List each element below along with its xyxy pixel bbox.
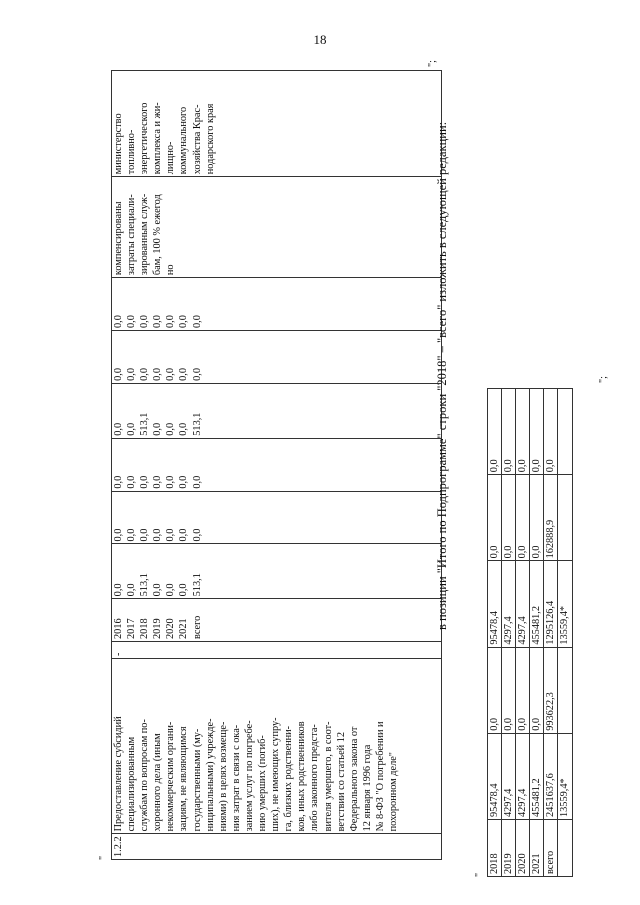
executor-line: топливно- [126,129,138,175]
result-line: компенсированы [113,201,124,276]
totals-row [544,389,558,877]
result-line: зированным служ- [139,193,151,276]
funding-cell: 0,0 [113,528,124,542]
funding-cell: 0,0 [178,583,190,597]
funding-cell: 513,1 [139,412,151,436]
quote-close-mark: "; [427,60,438,67]
funding-cell: 0,0 [126,583,138,597]
subprogram-row-table [111,70,442,860]
funding-cell: 0,0 [178,315,190,328]
totals-year-cell: 2019 [502,819,516,876]
funding-cell: 0,0 [126,528,138,542]
totals-value-cell: 0,0 [502,647,516,733]
executor-line: лищно- [165,141,177,175]
funding-cell: 0,0 [152,528,164,542]
totals-value-cell [558,475,572,561]
table-row [112,71,442,860]
funding-cell: 0,0 [165,583,177,597]
funding-cell: 0,0 [126,475,138,489]
result-cell [112,177,442,278]
funding-cell: 513,1 [191,573,203,597]
totals-year-cell [558,819,572,876]
funding-column-4 [112,383,442,438]
funding-cell: 0,0 [126,422,138,436]
totals-value-cell: 1295126,4 [544,561,558,647]
funding-cell: 513,1 [191,412,203,436]
years-column [112,599,442,642]
measure-name-line: службам по вопросам по- [139,719,151,832]
totals-value-cell [558,647,572,733]
executor-line: коммунального [178,106,190,175]
totals-row [530,389,544,877]
year-cell: 2017 [126,618,138,639]
measure-name-line: занием услуг по погребе- [243,720,255,832]
totals-value-cell: 13559,4* [558,561,572,647]
totals-value-cell: 0,0 [488,389,502,475]
funding-cell: 0,0 [139,368,151,381]
funding-cell: 0,0 [139,528,151,542]
funding-cell: 0,0 [178,422,190,436]
totals-value-cell: 95478,4 [488,561,502,647]
funding-cell: 0,0 [113,583,124,597]
row-number: 1.2.2 [112,834,442,860]
funding-cell: 0,0 [178,368,190,381]
funding-cell: 0,0 [178,528,190,542]
funding-cell: 0,0 [113,422,124,436]
totals-value-cell: 4297,4 [516,733,530,819]
totals-value-cell: 455481,2 [530,733,544,819]
funding-cell: 0,0 [113,315,124,328]
year-cell: 2020 [165,618,177,639]
funding-cell: 513,1 [139,573,151,597]
measure-name-line: специализированным [126,736,138,832]
funding-column-5 [112,331,442,384]
totals-value-cell: 0,0 [488,475,502,561]
measure-name-line: вителя умершего, в соот- [322,721,334,832]
measure-name-line: некоммерческим органи- [165,721,177,832]
funding-cell: 0,0 [152,422,164,436]
totals-value-cell: 0,0 [488,647,502,733]
executor-line: комплекса и жи- [152,102,164,175]
totals-value-cell: 4297,4 [502,561,516,647]
totals-value-cell: 0,0 [530,389,544,475]
totals-value-cell: 2451637,6 [544,733,558,819]
totals-value-cell: 455481,2 [530,561,544,647]
totals-row [488,389,502,877]
year-cell: 2016 [113,618,124,639]
funding-cell: 0,0 [191,528,203,542]
funding-cell: 0,0 [152,315,164,328]
funding-cell: 0,0 [113,475,124,489]
measure-name-line: зациям, не являющимся [178,726,190,832]
funding-column-2 [112,491,442,544]
funding-cell: 0,0 [152,583,164,597]
totals-row [516,389,530,877]
totals-value-cell: 0,0 [516,389,530,475]
result-line: но [165,264,177,276]
totals-value-cell: 0,0 [502,475,516,561]
totals-year-cell: 2020 [516,819,530,876]
measure-name-line: либо законного предста- [309,724,321,832]
totals-row [558,389,572,877]
funding-cell: 0,0 [165,475,177,489]
funding-cell: 0,0 [126,368,138,381]
totals-value-cell [558,389,572,475]
result-line: бам, 100 % ежегод [152,194,164,276]
executor-line: энергетического [139,102,151,175]
totals-value-cell: 95478,4 [488,733,502,819]
funding-cell: 0,0 [139,315,151,328]
measure-name-line: га, близких родственни- [283,725,295,832]
totals-value-cell: 0,0 [530,475,544,561]
totals-value-cell: 162888,9 [544,475,558,561]
year-cell: 2019 [152,618,164,639]
measure-name-line: хоронного дела (иным [152,733,164,832]
totals-year-cell: всего [544,819,558,876]
totals-instruction: в позиции "Итого по Подпрограмме" строки "2018" – "всего" изложить в следующей редакции: [435,121,449,630]
measure-name-line: Предоставление субсидий [113,716,124,832]
measure-name-line: Федерального закона от [348,726,360,832]
funding-cell: 0,0 [165,422,177,436]
funding-cell: 0,0 [113,368,124,381]
funding-cell: 0,0 [165,368,177,381]
measure-name-line: № 8-ФЗ "О погребении и [374,721,386,832]
totals-value-cell: 13559,4* [558,733,572,819]
totals-year-cell: 2018 [488,819,502,876]
funding-column-1 [112,544,442,599]
funding-cell: 0,0 [165,528,177,542]
executor-cell [112,71,442,177]
funding-column-3 [112,438,442,491]
funding-cell: 0,0 [126,315,138,328]
year-cell: 2018 [139,618,151,639]
totals-year-cell: 2021 [530,819,544,876]
totals-value-cell: 0,0 [544,389,558,475]
page-number: 18 [313,32,327,47]
totals-row [502,389,516,877]
totals-value-cell: 0,0 [530,647,544,733]
measure-name-line: ниями) в целях возмеще- [217,721,229,832]
funding-cell: 0,0 [165,315,177,328]
totals-value-cell: 4297,4 [502,733,516,819]
funding-cell: 0,0 [152,368,164,381]
funding-cell: 0,0 [191,315,203,328]
year-cell: 2021 [178,618,190,639]
subprogram-totals-table [487,388,573,877]
totals-value-cell: 0,0 [516,647,530,733]
executor-line: нодарского края [204,103,216,175]
status-cell: - [112,641,442,658]
funding-cell: 0,0 [178,475,190,489]
totals-value-cell: 0,0 [502,389,516,475]
totals-value-cell: 0,0 [516,475,530,561]
quote-open-mark: " [98,855,109,860]
measure-name-line: похоронном деле" [387,752,399,832]
executor-line: министерство [113,113,124,175]
totals-value-cell: 993622,3 [544,647,558,733]
measure-name-line: нию умерших (погиб- [257,735,269,832]
quote-close-mark-2: "; [598,376,609,383]
funding-column-6 [112,278,442,331]
funding-cell: 0,0 [191,368,203,381]
measure-name-line: ниципальными) учрежде- [204,718,216,832]
measure-name-line: ших), не имеющих супру- [270,717,282,832]
funding-cell: 0,0 [139,475,151,489]
measure-name-line: ния затрат в связи с ока- [230,724,242,832]
result-line: затраты специали- [126,194,138,276]
year-cell: всего [191,615,203,639]
executor-line: хозяйства Крас- [191,104,203,175]
totals-value-cell: 4297,4 [516,561,530,647]
funding-cell: 0,0 [191,475,203,489]
funding-cell: 0,0 [152,475,164,489]
measure-name-line: ков, иных родственников [296,721,308,832]
measure-name-line: ветствии со статьей 12 [335,731,347,832]
measure-name-line: государственными (му- [191,728,203,832]
measure-name-line: 12 января 1996 года [361,744,373,832]
measure-name [112,658,442,833]
quote-open-mark-2: " [474,872,485,877]
